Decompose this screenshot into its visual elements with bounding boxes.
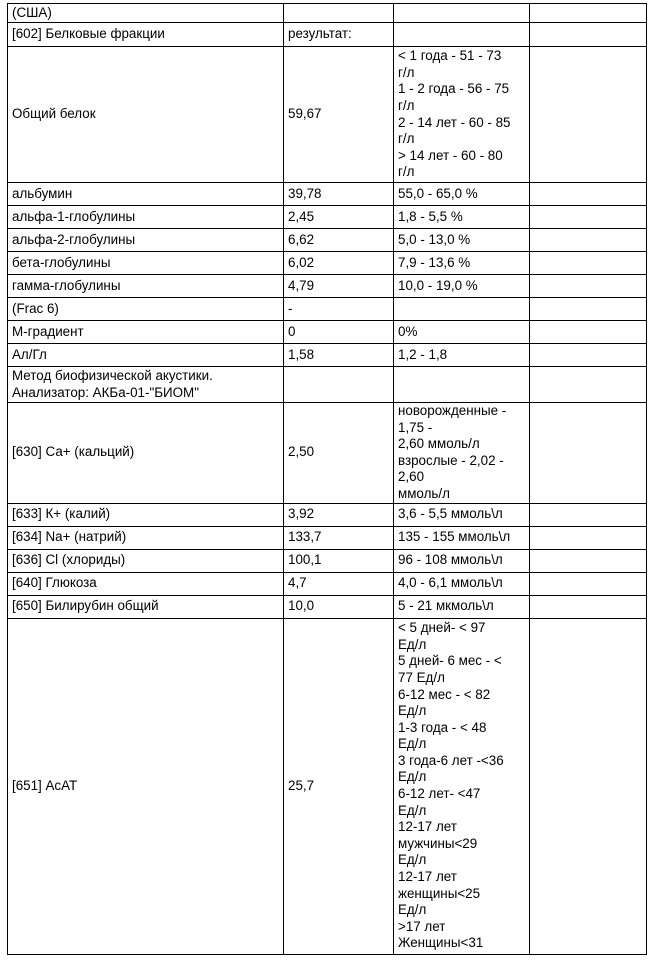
reference-cell: 135 - 155 ммоль\л bbox=[394, 526, 530, 549]
reference-cell: 4,0 - 6,1 ммоль\л bbox=[394, 572, 530, 595]
table-row bbox=[8, 183, 647, 206]
extra-cell bbox=[530, 503, 647, 526]
result-cell: 25,7 bbox=[284, 618, 394, 954]
reference-cell: новорожденные - 1,75 - 2,60 ммоль/л взрослые - 2,02 - 2,60 ммоль/л bbox=[394, 403, 530, 504]
extra-cell bbox=[530, 549, 647, 572]
table-row bbox=[8, 367, 647, 403]
table-row bbox=[8, 252, 647, 275]
result-cell: - bbox=[284, 298, 394, 321]
reference-cell: 7,9 - 13,6 % bbox=[394, 252, 530, 275]
extra-cell bbox=[530, 618, 647, 954]
extra-cell bbox=[530, 229, 647, 252]
result-cell: 3,92 bbox=[284, 503, 394, 526]
result-cell bbox=[284, 367, 394, 403]
extra-cell bbox=[530, 275, 647, 298]
extra-cell bbox=[530, 252, 647, 275]
reference-cell: 96 - 108 ммоль\л bbox=[394, 549, 530, 572]
extra-cell bbox=[530, 321, 647, 344]
test-name-cell: [650] Билирубин общий bbox=[8, 595, 284, 618]
reference-cell: 5 - 21 мкмоль\л bbox=[394, 595, 530, 618]
table-row bbox=[8, 618, 647, 954]
result-cell: 59,67 bbox=[284, 47, 394, 183]
reference-cell: < 5 дней- < 97 Ед/л 5 дней- 6 мес - < 77 Ед/л 6-12 мес - < 82 Ед/л 1-3 года - < 48 Ед/л 3 года-6 лет -<36 Ед/л 6-12 лет- <47 Ед/л 12-17 лет мужчины<29 Ед/л 12-17 лет женщины<25 Ед/л >17 лет Женщины<31 bbox=[394, 618, 530, 954]
reference-cell: 1,8 - 5,5 % bbox=[394, 206, 530, 229]
test-name-cell: [630] Са+ (кальций) bbox=[8, 403, 284, 504]
test-name-cell: альбумин bbox=[8, 183, 284, 206]
result-cell: 4,79 bbox=[284, 275, 394, 298]
test-name-cell: [651] АсАТ bbox=[8, 618, 284, 954]
table-row bbox=[8, 549, 647, 572]
extra-cell bbox=[530, 403, 647, 504]
test-name-cell: альфа-1-глобулины bbox=[8, 206, 284, 229]
table-row bbox=[8, 4, 647, 23]
reference-cell: 10,0 - 19,0 % bbox=[394, 275, 530, 298]
reference-cell: 55,0 - 65,0 % bbox=[394, 183, 530, 206]
test-name-cell: бета-глобулины bbox=[8, 252, 284, 275]
reference-cell: 0% bbox=[394, 321, 530, 344]
test-name-cell: Метод биофизической акустики. Анализатор: АКБа-01-"БИОМ" bbox=[8, 367, 284, 403]
table-row bbox=[8, 298, 647, 321]
table-row bbox=[8, 229, 647, 252]
table-row bbox=[8, 47, 647, 183]
table-row bbox=[8, 526, 647, 549]
extra-cell bbox=[530, 4, 647, 23]
reference-cell: < 1 года - 51 - 73 г/л 1 - 2 года - 56 - 75 г/л 2 - 14 лет - 60 - 85 г/л > 14 лет - 60 - 80 г/л bbox=[394, 47, 530, 183]
result-cell: 0 bbox=[284, 321, 394, 344]
test-name-cell: [640] Глюкоза bbox=[8, 572, 284, 595]
table-row bbox=[8, 23, 647, 47]
test-name-cell: М-градиент bbox=[8, 321, 284, 344]
reference-cell bbox=[394, 4, 530, 23]
reference-cell: 1,2 - 1,8 bbox=[394, 344, 530, 367]
result-cell: 10,0 bbox=[284, 595, 394, 618]
test-name-cell: (США) bbox=[8, 4, 284, 23]
table-row bbox=[8, 403, 647, 504]
result-cell: 39,78 bbox=[284, 183, 394, 206]
result-cell: 2,45 bbox=[284, 206, 394, 229]
extra-cell bbox=[530, 298, 647, 321]
reference-cell bbox=[394, 298, 530, 321]
test-name-cell: [633] К+ (калий) bbox=[8, 503, 284, 526]
result-cell bbox=[284, 4, 394, 23]
test-name-cell: [602] Белковые фракции bbox=[8, 23, 284, 47]
test-name-cell: (Frac 6) bbox=[8, 298, 284, 321]
result-cell: 6,62 bbox=[284, 229, 394, 252]
result-cell: 4,7 bbox=[284, 572, 394, 595]
result-cell: 6,02 bbox=[284, 252, 394, 275]
reference-cell: 5,0 - 13,0 % bbox=[394, 229, 530, 252]
lab-results-table bbox=[7, 3, 647, 955]
extra-cell bbox=[530, 206, 647, 229]
reference-cell bbox=[394, 23, 530, 47]
extra-cell bbox=[530, 526, 647, 549]
reference-cell: 3,6 - 5,5 ммоль\л bbox=[394, 503, 530, 526]
table-row bbox=[8, 595, 647, 618]
result-cell: 100,1 bbox=[284, 549, 394, 572]
table-row bbox=[8, 572, 647, 595]
extra-cell bbox=[530, 47, 647, 183]
extra-cell bbox=[530, 183, 647, 206]
result-cell: 133,7 bbox=[284, 526, 394, 549]
table-row bbox=[8, 321, 647, 344]
table-row bbox=[8, 275, 647, 298]
result-cell: 2,50 bbox=[284, 403, 394, 504]
result-cell: результат: bbox=[284, 23, 394, 47]
test-name-cell: Общий белок bbox=[8, 47, 284, 183]
extra-cell bbox=[530, 344, 647, 367]
test-name-cell: альфа-2-глобулины bbox=[8, 229, 284, 252]
test-name-cell: гамма-глобулины bbox=[8, 275, 284, 298]
extra-cell bbox=[530, 23, 647, 47]
extra-cell bbox=[530, 367, 647, 403]
reference-cell bbox=[394, 367, 530, 403]
table-row bbox=[8, 206, 647, 229]
test-name-cell: [634] Na+ (натрий) bbox=[8, 526, 284, 549]
table-row bbox=[8, 344, 647, 367]
extra-cell bbox=[530, 572, 647, 595]
extra-cell bbox=[530, 595, 647, 618]
table-row bbox=[8, 503, 647, 526]
test-name-cell: Ал/Гл bbox=[8, 344, 284, 367]
test-name-cell: [636] Cl (хлориды) bbox=[8, 549, 284, 572]
result-cell: 1,58 bbox=[284, 344, 394, 367]
